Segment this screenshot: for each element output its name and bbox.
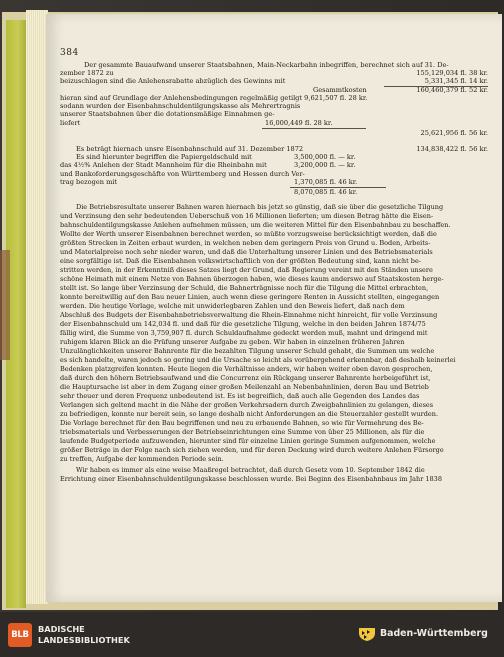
statement-line: Gesammtkosten — [313, 86, 367, 94]
coat-of-arms-icon — [358, 626, 376, 642]
text-line: größer Beträge in der Folge nach sich ziehen werden, und für deren Deckung wird durch weitere Anlehen Fürsorge — [60, 446, 444, 454]
statement-amount: 3,500,000 fl. — kr. — [294, 153, 356, 161]
text-line: zu treffen, Aufgabe der kommenden Periode sein. — [60, 455, 224, 463]
text-line: sehr theuer und deren Frequenz unbedeutend ist. Es ist begreiflich, daß auch alle Gegenden des Landes das — [60, 392, 420, 400]
library-name-line2: LANDESBIBLIOTHEK — [38, 635, 130, 645]
text-line: zu befriedigen, konnte nur bereit sein, so lange deshalb nicht Anforderungen an die Steuerzahler gestellt wurden. — [60, 410, 439, 418]
statement-line: hieran sind auf Grundlage der Anlehensbedingungen regelmäßig getilgt 9,621,507 fl. 28 kr. — [60, 94, 368, 102]
text-line: größten Strecken in Zeiten erbaut wurden, in welchen neben dem geringern Preis von Grund u. Boden, Arbeits- — [60, 239, 431, 247]
sum-rule — [262, 128, 366, 129]
text-line: die Hauptursache ist aber in dem Zugang einer großen Meilenzahl an Nebenbahnlinien, deren Bau und Betrieb — [60, 383, 429, 391]
footer-bar — [0, 612, 504, 657]
statement-line: Es beträgt hiernach unsre Eisenbahnschuld auf 31. Dezember 1872 — [76, 145, 304, 153]
statement-amount: 1,370,085 fl. 46 kr. — [294, 178, 358, 186]
text-line: Unzulänglichkeiten unserer Bahnrente für die bezahlten Tilgung unserer Schuld gehabt, die Summen um welche — [60, 347, 435, 355]
text-line: Die Betriebsresultate unserer Bahnen waren hiernach bis jetzt so günstig, daß sie über die gesetzliche Tilgung — [76, 203, 444, 211]
statement-amount: 5,331,345 fl. 14 kr. — [424, 77, 488, 85]
statement-line: und Bankoforderungsgeschäfte von Württemberg und Hessen durch Ver- — [60, 170, 305, 178]
thumb-shadow — [0, 250, 10, 360]
text-line: daß durch den höhern Betriebsaufwand und die Concurrenz ein Rückgang unserer Bahnrente herbeigeführt ist, — [60, 374, 431, 382]
statement-line: Es sind hierunter begriffen die Papiergeldschuld mit — [76, 153, 252, 161]
text-line: schöne Heimath mit einem Netze von Bahnen überzogen haben, wie dieses kaum anderswo auf Staatskosten herge- — [60, 275, 444, 283]
statement-amount: 155,129,034 fl. 38 kr. — [416, 69, 488, 77]
statement-line: Der gesammte Bauaufwand unserer Staatsbahnen, Main-Neckarbahn inbegriffen, berechnet sich auf 31. De- — [84, 61, 449, 69]
statement-amount: 25,621,956 fl. 56 kr. — [420, 129, 488, 137]
text-line: ruhigem klaren Blick an die Prüfung unserer Aufgabe zu geben. Wir haben in einzelnen früheren Jahren — [60, 338, 405, 346]
text-line: stellt ist. So lange über Verzinsung der Schuld, die Bahnerträgnisse noch für die Tilgung die Mittel erbrachten, — [60, 284, 429, 292]
text-line: und Materialpreise noch sehr nieder waren, und daß die Unterhaltung unserer Linien und des Betriebsmaterials — [60, 248, 433, 256]
statement-line: das 4½% Anlehen der Stadt Mannheim für die Rheinbahn mit — [60, 161, 267, 169]
library-name[interactable] — [38, 624, 130, 646]
statement-line: liefert — [60, 119, 81, 127]
statement-line: unserer Staatsbahnen über die dotationsmäßige Einnahmen ge- — [60, 110, 275, 118]
text-line: Verlangen sich geltend macht in die Nähe der großen Verkehrsadern durch Zweigbahnlinien zu gelangen, dieses — [60, 401, 434, 409]
statement-amount: 134,838,422 fl. 56 kr. — [416, 145, 488, 153]
text-line: triebsmaterials und Verbesserungen der Betriebseinrichtungen eine Summe von über 25 Millionen, als für die — [60, 428, 425, 436]
book-page — [46, 14, 502, 602]
text-line: werden. Die heutige Vorlage, welche mit unwiderlegbaren Zahlen und den Beweis liefert, daß nach dem — [60, 302, 405, 310]
text-line: stritten werden, in der Erkenntniß dieses Satzes liegt der Grund, daß Regierung vereint mit den Ständen unsere — [60, 266, 433, 274]
page-number: 384 — [60, 48, 79, 58]
text-line: Wollte der Werth unserer Eisenbahnen berechnet werden, so müßte vorzugsweise berücksichtigt werden, daß die — [60, 230, 437, 238]
text-line: es sich handelte, waren jedoch so gering und die Ursache so leicht als vorübergehend erkennbar, daß deshalb keinerlei — [60, 356, 456, 364]
text-line: und Verzinsung den sehr bedeutenden Ueberschuß von 16 Millionen lieferten; um diesen Betrag hätte die Eisen- — [60, 212, 434, 220]
text-line: Die Vorlage berechnet für den Bau begriffenen und neu zu erbauende Bahnen, so wie für Vermehrung des Be- — [60, 419, 424, 427]
statement-line: trag bezogen mit — [60, 178, 118, 186]
state-name[interactable]: Baden-Württemberg — [380, 628, 488, 639]
text-line: Abschluß des Budgets der Eisenbahnbetriebsverwaltung die Rhein-Einnahme nicht hinreicht, für volle Verzinsung — [60, 311, 438, 319]
blb-logo[interactable]: BLB — [8, 623, 32, 647]
text-line: laufende Budgetperiode aufzuwenden, hierunter sind für einzelne Linien geringe Summen aufgenommen, welche — [60, 437, 436, 445]
page-stack — [26, 10, 48, 604]
text-line: bahnschuldentilgungskasse Anlehen aufnehmen müssen, um die weiteren Mittel für den Eisenbahnbau zu beschaffen. — [60, 221, 451, 229]
text-line: fällig wird, die Summe von 3,759,907 fl. durch Schuldaufnahme gedeckt werden muß, mahnt und dringend mit — [60, 329, 428, 337]
statement-amount: 8,070,085 fl. 46 kr. — [294, 188, 358, 196]
statement-amount: 3,200,000 fl. — kr. — [294, 161, 356, 169]
text-line: eine sorgfältige ist. Daß die Eisenbahnen volkswirtschaftlich von der größten Bedeutung sind, kann nicht be- — [60, 257, 421, 265]
text-line: Errichtung einer Eisenbahnschuldentilgungskasse beschlossen wurde. Bei Beginn des Eisenbahnbaus im Jahr 1838 — [60, 475, 442, 483]
library-name-line1: BADISCHE — [38, 624, 85, 634]
statement-line: sodann wurden der Eisenbahnschuldentilgungskasse als Mehrertragnis — [60, 102, 301, 110]
text-line: Bedenken platzgreifen konnten. Heute liegen die Verhältnisse anders, wir haben weiter oben davon gesprochen, — [60, 365, 433, 373]
statement-amount: 160,460,379 fl. 52 kr. — [416, 86, 488, 94]
text-line: der Eisenbahnschuld um 142,034 fl. und daß für die gesetzliche Tilgung, welche in den beiden Jahren 1874/75 — [60, 320, 426, 328]
text-line: konnte bereitwillig auf den Bau neuer Linien, auch wenn diese geringere Renten in Aussicht stellten, eingegangen — [60, 293, 440, 301]
statement-line: beizuschlagen sind die Anlehensrabatte abzüglich des Gewinns mit — [60, 77, 286, 85]
statement-line: zember 1872 zu — [60, 69, 114, 77]
text-line: Wir haben es immer als eine weise Maaßregel betrachtet, daß durch Gesetz vom 10. September 1842 die — [76, 466, 425, 474]
statement-amount: 16,000,449 fl. 28 kr. — [265, 119, 333, 127]
